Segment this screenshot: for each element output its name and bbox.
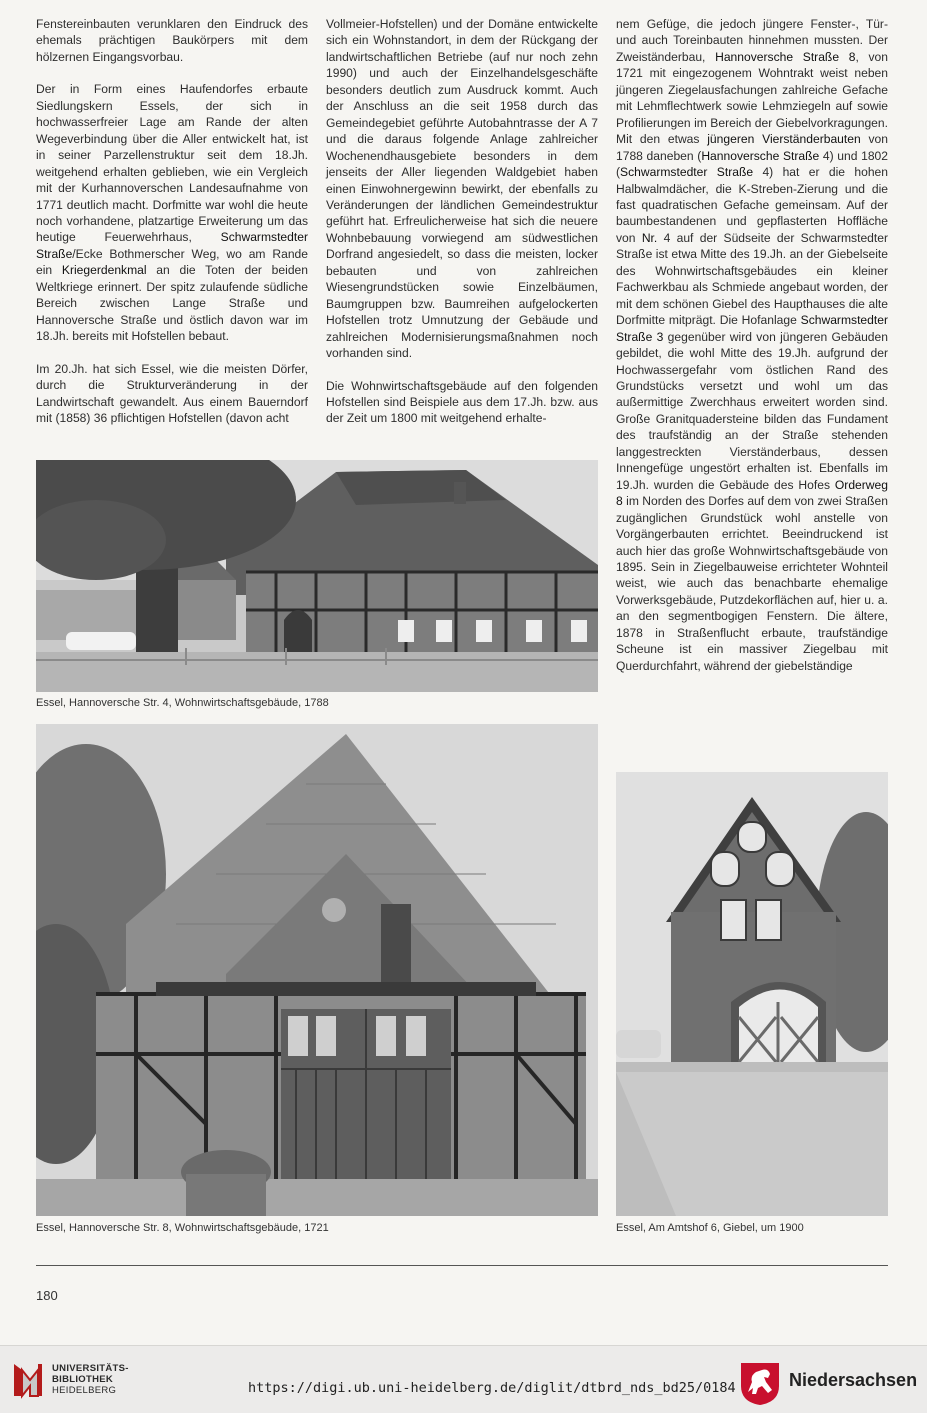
- paragraph: Der in Form eines Haufendorfes erbaute Siedlungskern Essels, der sich in hochwasserfreier Lage am Rande der alten Wegeverbindung über die Aller entwickelt hat, ist in seiner Parzellenstruktur seit dem 18.Jh. weitgehend erhalten geblieben, wie ein Vergleich mit der Kurhannoverschen Landesaufnahme von 1771 deutlich macht. Dorfmitte war wohl die heute noch vorhandene, platzartige Erweiterung um das heutige Feuerwehrhaus, Schwarmstedter Straße/Ecke Bothmerscher Weg, wo am Rande ein Kriegerdenkmal an die Toten der beiden Weltkriege erinnert. Der spitz zulaufende südliche Bereich zwischen Lange Straße und Hannoversche Straße und östlich davon war im 18.Jh. bereits mit Hofstellen bebaut.: [36, 82, 308, 344]
- paragraph: Fenstereinbauten verunklaren den Eindruck des ehemals prächtigen Baukörpers mit dem hölzernen Eingangsvorbau.: [36, 17, 308, 64]
- library-logo-icon[interactable]: [10, 1360, 46, 1400]
- caption-photo-3: Essel, Am Amtshof 6, Giebel, um 1900: [616, 1222, 804, 1234]
- text-column-1: [36, 16, 308, 426]
- library-name[interactable]: UNIVERSITÄTS- BIBLIOTHEK HEIDELBERG: [52, 1363, 129, 1396]
- viewer-footer: [0, 1345, 927, 1413]
- paragraph: nem Gefüge, die jedoch jüngere Fenster-, Tür- und auch Toreinbauten hinnehmen mussten. Der Zweiständerbau, Hannoversche Straße 8, von 1721 mit eingezogenem Wohntrakt weist neben jüngeren Ziegelausfachungen zahlreiche Gefache mit Lehmflechtwerk sowie Lehmziegeln auf sowie Profilierungen im Bereich der Giebelvorkragungen. Mit den etwas jüngeren Vierständerbauten von 1788 daneben (Hannoversche Straße 4) und 1802 (Schwarmstedter Straße 4) hat er die hohen Halbwalmdächer, die K-Streben-Zierung und die fast quadratischen Gefache gemeinsam. Auf der baumbestandenen und gepflasterten Hoffläche von Nr. 4 auf der Südseite der Schwarmstedter Straße ist etwa Mitte des 19.Jh. an der Giebelseite des Wohnwirtschaftsgebäudes ein kleiner Fachwerkbau als Schmiede angebaut worden, der mit dem schönen Giebel des Haupthauses die alte Dorfmitte mitprägt. Die Hofanlage Schwarmstedter Straße 3 gegenüber wird von jüngeren Gebäuden gebildet, die wohl Mitte des 19.Jh. aufgrund der Hochwassergefahr vom östlichen Rand des Grundstücks versetzt und wohl um das außermittige Zwerchhaus erweitert worden sind. Große Granitquadersteine bilden das Fundament des traufständig an der Straße stehenden langgestreckten Vierständerbaus, dessen Innengefüge ungestört erhalten ist. Ebenfalls im 19.Jh. wurden die Gebäude des Hofes Orderweg 8 im Norden des Dorfes auf dem von zwei Straßen zugänglichen Grundstück wohl anstelle von Vorgängerbauten errichtet. Beeindruckend ist auch hier das große Wohnwirtschaftsgebäude von 1895. Sein in Ziegelbauweise errichteter Wohnteil weist, wie auch das benachbarte ehemalige Vorwerksgebäude, Putzdekorflächen auf, hier u. a. an den segmentbogigen Fenstern. Die ältere, 1878 in Straßenflucht erbaute, traufständige Scheune ist ein massiver Ziegelbau mit Querdurchfahrt, während der giebelständige: [616, 17, 889, 673]
- photo-am-amtshof-6: [616, 772, 888, 1216]
- text-column-2: [326, 16, 598, 427]
- page-number: 180: [36, 1288, 58, 1303]
- paragraph: Die Wohnwirtschaftsgebäude auf den folgenden Hofstellen sind Beispiele aus dem 17.Jh. bzw. aus der Zeit um 1800 mit weitgehend erhalte-: [326, 378, 598, 426]
- caption-photo-1: Essel, Hannoversche Str. 4, Wohnwirtschaftsgebäude, 1788: [36, 697, 329, 709]
- document-url-link[interactable]: https://digi.ub.uni-heidelberg.de/diglit/dtbrd_nds_bd25/0184: [248, 1380, 736, 1396]
- niedersachsen-horse-logo-icon[interactable]: [738, 1360, 782, 1406]
- page-footer-rule: [36, 1265, 888, 1266]
- paragraph: Im 20.Jh. hat sich Essel, wie die meisten Dörfer, durch die Strukturveränderung in der Landwirtschaft gewandelt. Aus einem Bauerndorf mit (1858) 36 pflichtigen Hofstellen (davon acht: [36, 361, 308, 425]
- caption-photo-2: Essel, Hannoversche Str. 8, Wohnwirtschaftsgebäude, 1721: [36, 1222, 329, 1234]
- photo-hannoversche-str-4: [36, 460, 598, 692]
- photo-hannoversche-str-8: [36, 724, 598, 1216]
- sponsor-name[interactable]: Niedersachsen: [789, 1370, 918, 1390]
- paragraph: Vollmeier-Hofstellen) und der Domäne entwickelte sich ein Wohnstandort, in dem der Rückgang der landwirtschaftlichen Betriebe (auf nur noch zehn 1990) und auch der Einzelhandelsgeschäfte besonders deutlich zum Ausdruck kommt. Auch der Anschluss an die seit 1958 durch das Gemeindegebiet geführte Autobahntrasse der A 7 und die daraus folgende Anlage zahlreicher Wochenendhausgebiete besonders in dem jenseits der Aller liegenden Waldgebiet haben einen Einwohnergewinn bewirkt, der ebenfalls zu Veränderungen der ländlichen Gemeindestruktur geführt hat. Erfreulicherweise hat sich die neuere Wohnbebauung vorwiegend am südwestlichen Dorfrand angesiedelt, so dass die meisten, locker bebauten und von zahlreichen Wiesengrundstücken sowie Einzelbäumen, Baumgruppen bzw. Baumreihen aufgelockerten Hofstellen trotz Umnutzung der Gebäude und zahlreichen Modernisierungsmaßnahmen noch vorhanden sind.: [326, 17, 598, 361]
- text-column-3: [616, 16, 888, 674]
